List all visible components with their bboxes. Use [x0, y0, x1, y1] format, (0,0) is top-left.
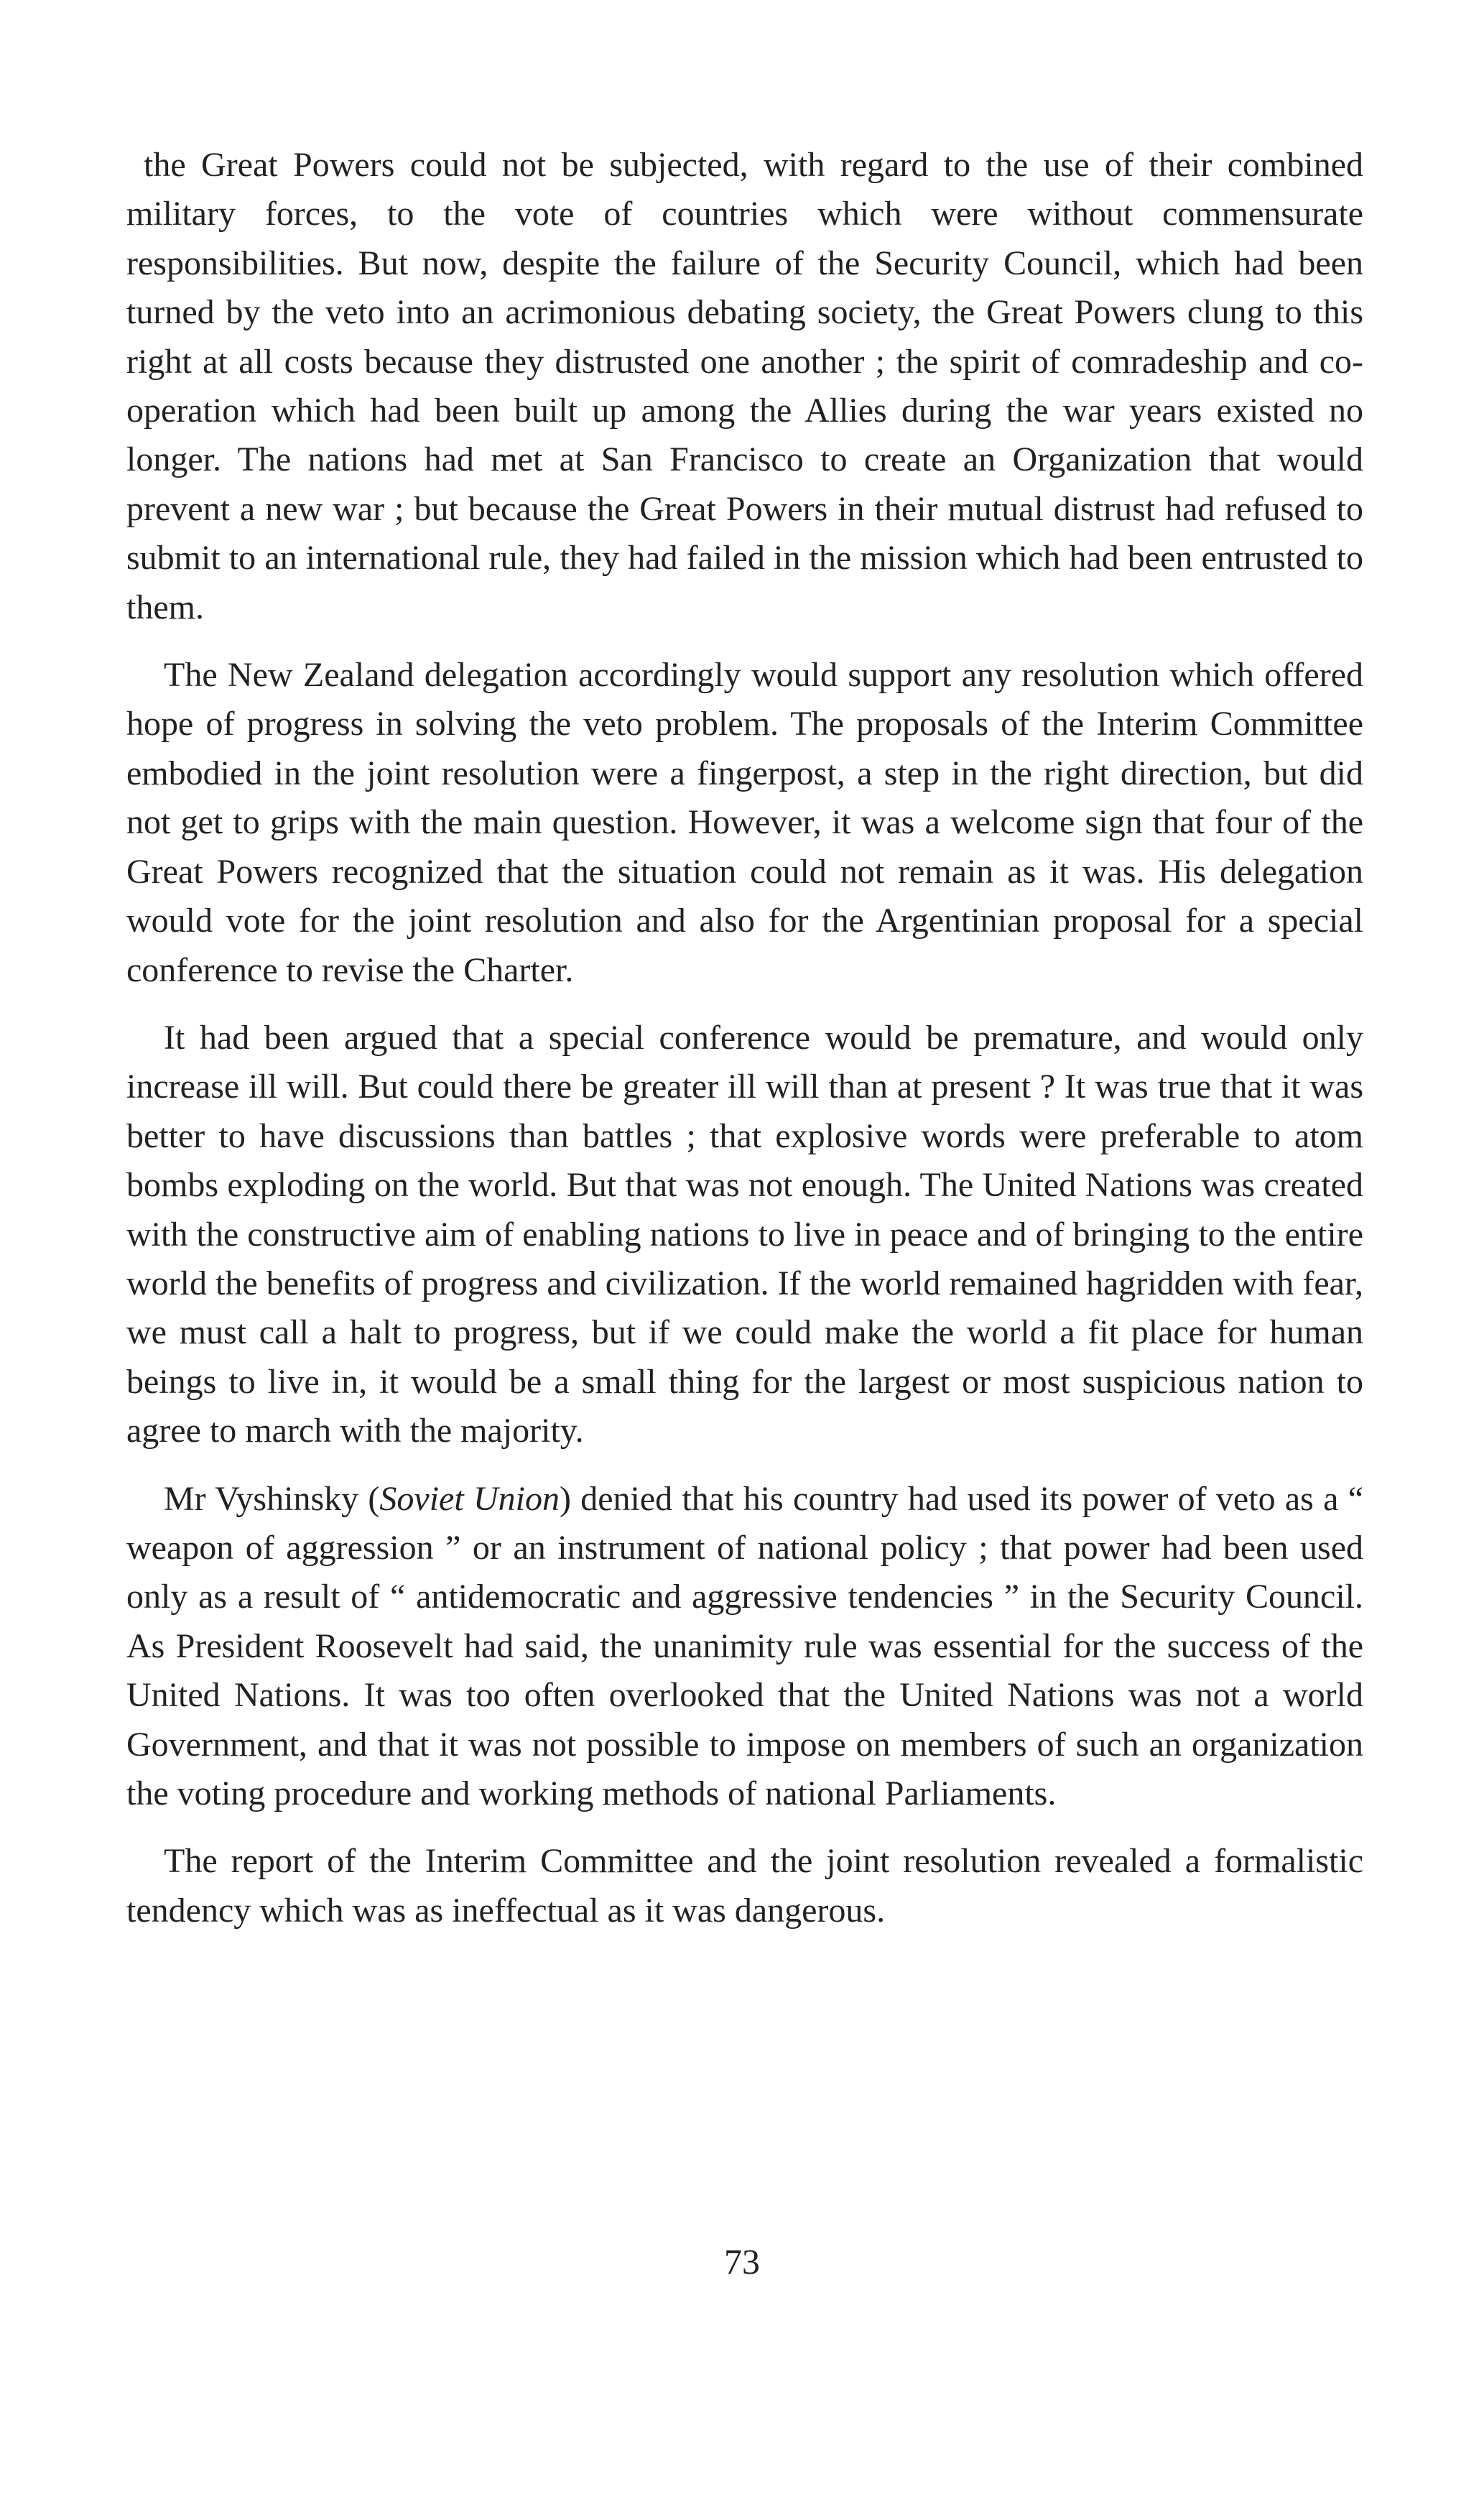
paragraph-4-lead: Mr Vyshinsky (	[164, 1479, 380, 1518]
paragraph-2: The New Zealand delegation accordingly would support any resolution which offered hope of progress in solving the veto problem. The proposals of the Interim Committee embodied in the joint resolution were a fingerpost, a step in the right direction, but did not get to grips with the main question. However, it was a welcome sign that four of the Great Powers recognized that the situation could not remain as it was. His delegation would vote for the joint resolution and also for the Argentinian proposal for a special conference to revise the Charter.	[126, 656, 1363, 989]
country-name: Soviet Union	[379, 1479, 560, 1518]
paragraph-3: It had been argued that a special conference would be premature, and would only increase ill will. But could there be greater ill will than at present ? It was true that it was better to have discussions than battles ; that explosive words were preferable to atom bombs exploding on the world. But that was not enough. The United Nations was created with the constructive aim of enabling nations to live in peace and of bringing to the entire world the benefits of progress and civilization. If the world remained hagridden with fear, we must call a halt to progress, but if we could make the world a fit place for human beings to live in, it would be a small thing for the largest or most suspicious nation to agree to march with the majority.	[126, 1018, 1363, 1450]
paragraph-5: The report of the Interim Committee and the joint resolution revealed a formalistic tendency which was as ineffectual as it was dangerous.	[126, 1842, 1363, 1930]
body-text	[126, 141, 1363, 1954]
page-number: 73	[724, 2241, 760, 2282]
paragraph-4-body: ) denied that his country had used its power of veto as a “ weapon of aggression ” or an instrument of national policy ; that power had been used only as a result of “ antidemocratic and aggressive tendencies ” in the Security Council. As President Roosevelt had said, the unanimity rule was essential for the success of the United Nations. It was too often overlooked that the United Nations was not a world Government, and that it was not possible to impose on members of such an organization the voting procedure and working methods of national Parliaments.	[126, 1479, 1364, 1812]
paragraph-4	[126, 1475, 1363, 1819]
paragraph-1: the Great Powers could not be subjected, with regard to the use of their combined military forces, to the vote of countries which were without commensurate responsibilities. But now, despite the failure of the Security Council, which had been turned by the veto into an acrimonious debating society, the Great Powers clung to this right at all costs because they distrusted one another ; the spirit of comradeship and co-operation which had been built up among the Allies during the war years existed no longer. The nations had met at San Francisco to create an Organization that would prevent a new war ; but because the Great Powers in their mutual distrust had refused to submit to an international rule, they had failed in the mission which had been entrusted to them.	[126, 146, 1363, 626]
